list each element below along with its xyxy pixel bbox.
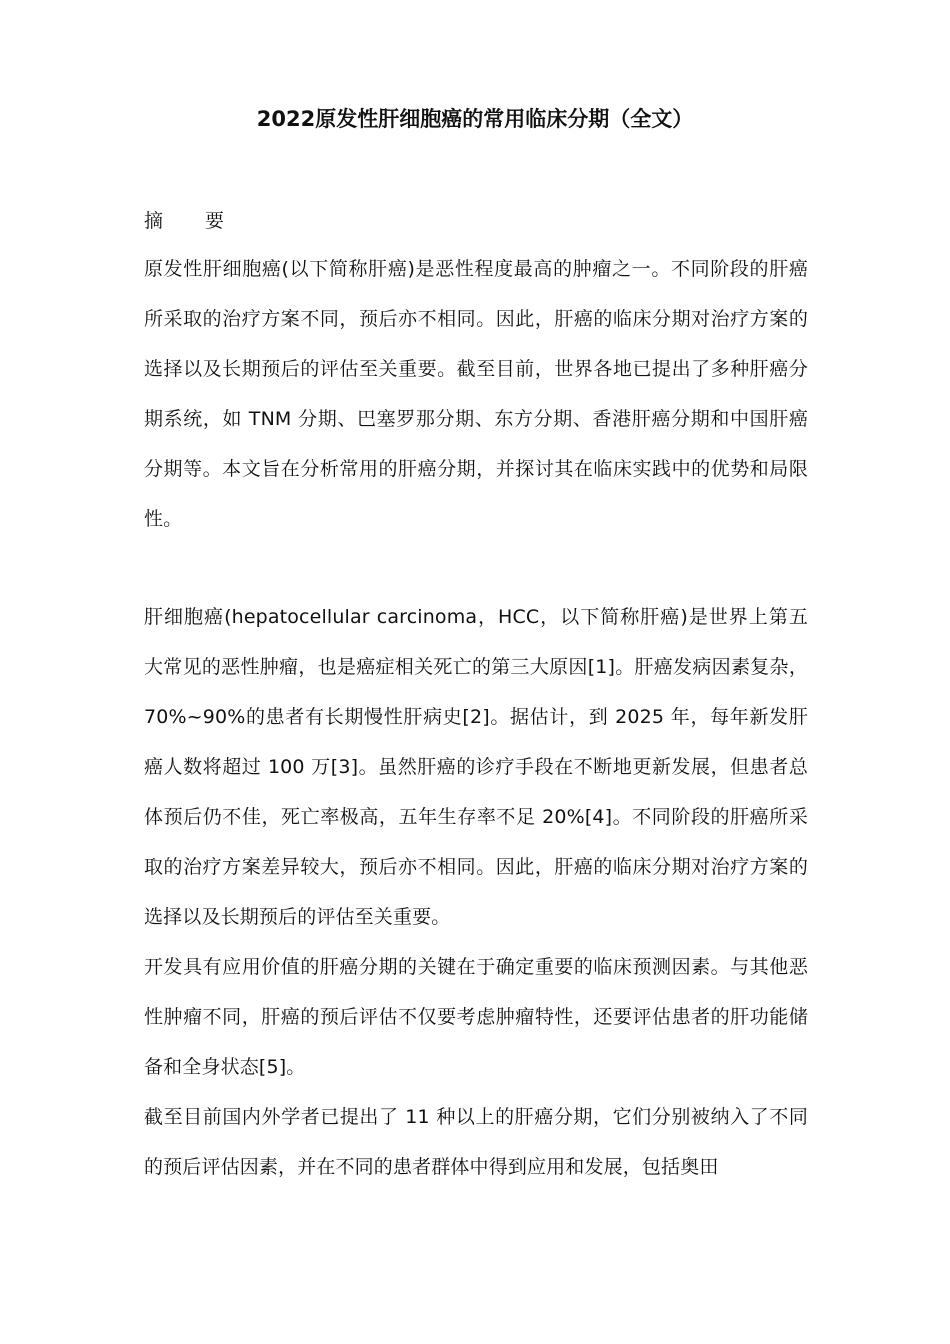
body-paragraph-3: 截至目前国内外学者已提出了 11 种以上的肝癌分期，它们分别被纳入了不同的预后评估因素，并在不同的患者群体中得到应用和发展，包括奥田 bbox=[144, 1106, 808, 1178]
body-paragraph-1: 肝细胞癌(hepatocellular carcinoma，HCC，以下简称肝癌)是世界上第五大常见的恶性肿瘤，也是癌症相关死亡的第三大原因[1]。肝癌发病因素复杂，70%~90%的患者有长期慢性肝病史[2]。据估计，到 2025 年，每年新发肝癌人数将超过 100 万[3]。虽然肝癌的诊疗手段在不断地更新发展，但患者总体预后仍不佳，死亡率极高，五年生存率不足 20%[4]。不同阶段的肝癌所采取的治疗方案差异较大，预后亦不相同。因此，肝癌的临床分期对治疗方案的选择以及长期预后的评估至关重要。 bbox=[144, 606, 808, 928]
document-title: 2022原发性肝细胞癌的常用临床分期（全文） bbox=[256, 107, 694, 131]
abstract-heading: 摘 要 bbox=[144, 210, 243, 232]
abstract-paragraph: 原发性肝细胞癌(以下简称肝癌)是恶性程度最高的肿瘤之一。不同阶段的肝癌所采取的治疗方案不同，预后亦不相同。因此，肝癌的临床分期对治疗方案的选择以及长期预后的评估至关重要。截至目前，世界各地已提出了多种肝癌分期系统，如 TNM 分期、巴塞罗那分期、东方分期、香港肝癌分期和中国肝癌分期等。本文旨在分析常用的肝癌分期，并探讨其在临床实践中的优势和局限性。 bbox=[144, 258, 808, 530]
body-paragraph-2: 开发具有应用价值的肝癌分期的关键在于确定重要的临床预测因素。与其他恶性肿瘤不同，肝癌的预后评估不仅要考虑肿瘤特性，还要评估患者的肝功能储备和全身状态[5]。 bbox=[144, 956, 808, 1078]
